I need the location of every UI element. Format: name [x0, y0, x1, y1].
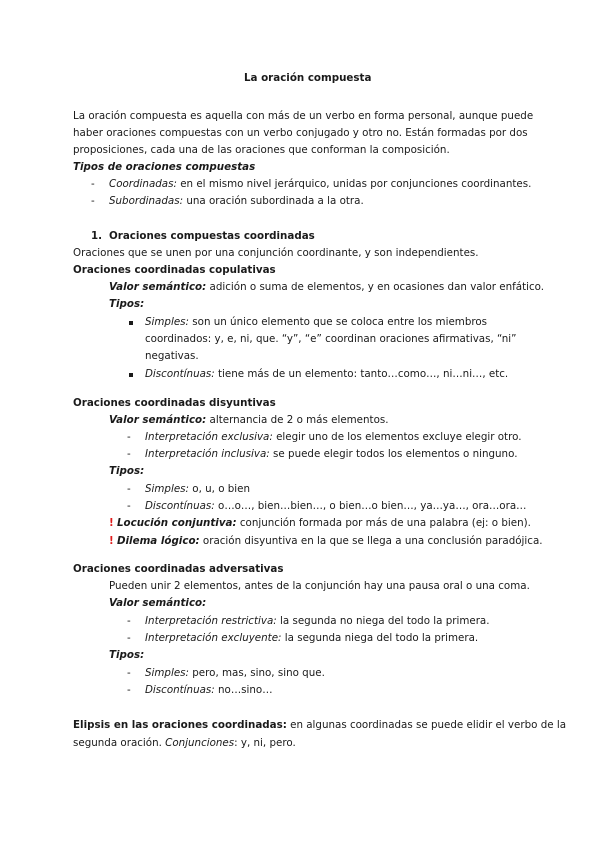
adversativas-description: Pueden unir 2 elementos, antes de la conjunción hay una pausa oral o una coma.	[109, 580, 530, 592]
dash-bullet: -	[127, 615, 131, 627]
section-description: Oraciones que se unen por una conjunción coordinante, y son independientes.	[73, 247, 479, 259]
bullet-dot	[129, 321, 133, 325]
elipsis-line-2: segunda oración. Conjunciones: y, ni, pero.	[73, 737, 296, 749]
bullet-dot	[129, 373, 133, 377]
copulativas-tipos-label: Tipos:	[109, 298, 145, 310]
intro-line-3: proposiciones, cada una de las oraciones que conforman la composición.	[73, 144, 450, 156]
adversativas-valor-label: Valor semántico:	[109, 597, 207, 609]
dash-bullet: -	[127, 632, 131, 644]
dilema-logico: ! Dilema lógico: oración disyuntiva en la que se llega a una conclusión paradójica.	[109, 535, 543, 547]
adversativas-restrictiva: Interpretación restrictiva: la segunda no niega del todo la primera.	[145, 615, 490, 627]
dash-bullet: -	[127, 448, 131, 460]
tipos-coordinadas: Coordinadas: en el mismo nivel jerárquico, unidas por conjunciones coordinantes.	[109, 178, 532, 190]
copulativas-valor: Valor semántico: adición o suma de elementos, y en ocasiones dan valor enfático.	[109, 281, 545, 293]
intro-line-1: La oración compuesta es aquella con más de un verbo en forma personal, aunque puede	[73, 110, 534, 122]
adversativas-simples: Simples: pero, mas, sino, sino que.	[145, 667, 325, 679]
copulativas-discontinuas: Discontínuas: tiene más de un elemento: tanto…como…, ni…ni…, etc.	[145, 368, 509, 380]
tipos-heading: Tipos de oraciones compuestas	[73, 161, 256, 173]
disyuntivas-inclusiva: Interpretación inclusiva: se puede elegir todos los elementos o ninguno.	[145, 448, 518, 460]
dash-bullet: -	[91, 178, 95, 190]
dash-bullet: -	[127, 483, 131, 495]
disyuntivas-heading: Oraciones coordinadas disyuntivas	[73, 397, 276, 409]
page-title: La oración compuesta	[244, 72, 372, 84]
dash-bullet: -	[127, 667, 131, 679]
disyuntivas-simples: Simples: o, u, o bien	[145, 483, 251, 495]
tipos-subordinadas: Subordinadas: una oración subordinada a la otra.	[109, 195, 364, 207]
dash-bullet: -	[127, 431, 131, 443]
warning-icon: !	[109, 535, 114, 547]
adversativas-tipos-label: Tipos:	[109, 649, 145, 661]
adversativas-discontinuas: Discontínuas: no…sino…	[145, 684, 273, 696]
copulativas-simples: Simples: son un único elemento que se coloca entre los miembros	[145, 316, 488, 328]
adversativas-excluyente: Interpretación excluyente: la segunda niega del todo la primera.	[145, 632, 479, 644]
warning-icon: !	[109, 517, 114, 529]
section-heading: Oraciones compuestas coordinadas	[109, 230, 315, 242]
dash-bullet: -	[91, 195, 95, 207]
disyuntivas-exclusiva: Interpretación exclusiva: elegir uno de los elementos excluye elegir otro.	[145, 431, 522, 443]
disyuntivas-discontinuas: Discontínuas: o…o…, bien…bien…, o bien…o bien…, ya…ya…, ora…ora…	[145, 500, 527, 512]
copulativas-simples-line-2: coordinados: y, e, ni, que. “y”, “e” coordinan oraciones afirmativas, “ni”	[145, 333, 517, 345]
adversativas-heading: Oraciones coordinadas adversativas	[73, 563, 284, 575]
locucion-conjuntiva: ! Locución conjuntiva: conjunción formada por más de una palabra (ej: o bien).	[109, 517, 531, 529]
intro-line-2: haber oraciones compuestas con un verbo conjugado y otro no. Están formadas por dos	[73, 127, 528, 139]
disyuntivas-valor: Valor semántico: alternancia de 2 o más elementos.	[109, 414, 389, 426]
disyuntivas-tipos-label: Tipos:	[109, 465, 145, 477]
dash-bullet: -	[127, 500, 131, 512]
copulativas-simples-line-3: negativas.	[145, 350, 199, 362]
copulativas-heading: Oraciones coordinadas copulativas	[73, 264, 276, 276]
section-number: 1.	[91, 230, 103, 242]
elipsis-line-1: Elipsis en las oraciones coordinadas: en algunas coordinadas se puede elidir el verbo de la	[73, 719, 567, 731]
dash-bullet: -	[127, 684, 131, 696]
